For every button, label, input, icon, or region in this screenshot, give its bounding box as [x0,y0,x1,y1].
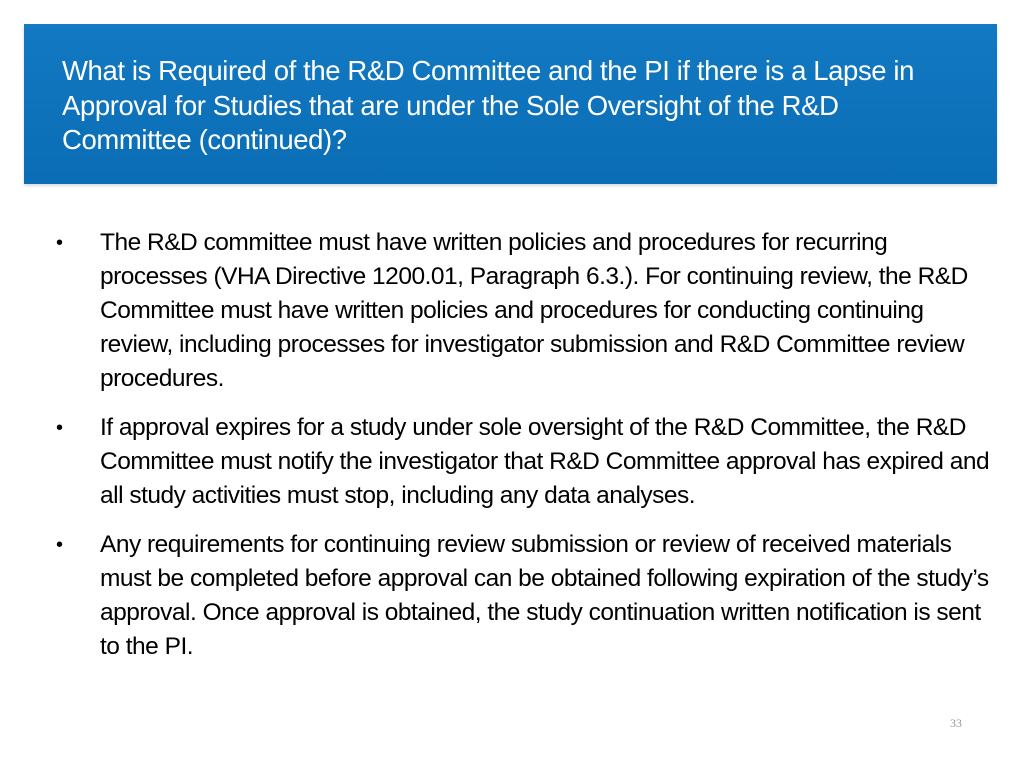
title-banner [24,24,997,184]
bullet-icon: • [56,232,63,254]
slide-title: What is Required of the R&D Committee and the PI if there is a Lapse in Approval for Studies that are under the Sole Oversight of the R&D Committee (continued)? [62,55,915,155]
bullet-item [56,528,991,664]
bullet-item [56,226,991,396]
page-number: 33 [950,716,962,730]
bullet-text: If approval expires for a study under sole oversight of the R&D Committee, the R&D Committee must notify the investigator that R&D Committee approval has expired and all study activities must stop, including any data analyses. [100,414,990,509]
bullet-icon: • [56,534,63,556]
bullet-list [56,226,991,679]
bullet-item [56,411,991,513]
bullet-icon: • [56,417,63,439]
bullet-text: Any requirements for continuing review submission or review of received materials must be completed before approval can be obtained following expiration of the study’s approval. Once approval is obtained, the study continuation written notification is sent to the PI. [100,531,989,660]
bullet-text: The R&D committee must have written policies and procedures for recurring processes (VHA Directive 1200.01, Paragraph 6.3.). For continuing review, the R&D Committee must have written policies and procedures for conducting continuing review, including processes for investigator submission and R&D Committee review procedures. [100,229,968,392]
